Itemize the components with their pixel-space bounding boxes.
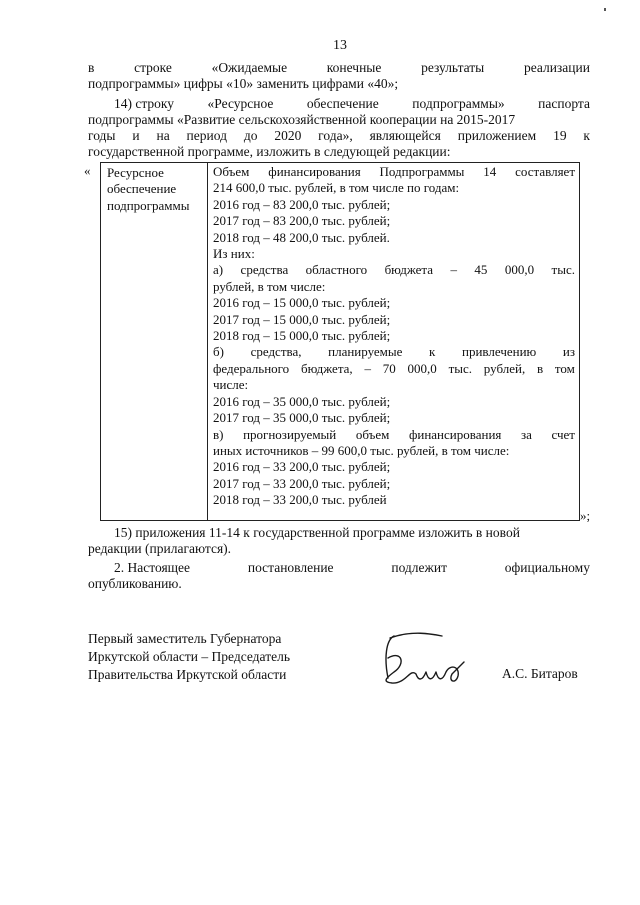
word: том bbox=[554, 360, 575, 376]
word: обеспечение bbox=[306, 96, 379, 111]
word: реализации bbox=[523, 60, 590, 75]
table-row: 2018 год – 15 000,0 тыс. рублей; bbox=[213, 328, 391, 344]
word: результаты bbox=[421, 60, 485, 75]
word: составляет bbox=[515, 164, 575, 179]
word: строке bbox=[134, 60, 172, 75]
word: к bbox=[583, 128, 590, 143]
table-row: 2017 год – 35 000,0 тыс. рублей; bbox=[213, 410, 391, 426]
word: являющейся bbox=[369, 128, 441, 143]
intro-line-3 bbox=[114, 96, 590, 112]
table-label-line: подпрограммы bbox=[107, 197, 190, 213]
item-2-line-2: опубликованию. bbox=[88, 576, 182, 591]
table-label-line: обеспечение bbox=[107, 181, 177, 197]
table-label-line: Ресурсное bbox=[107, 165, 164, 180]
word: областного bbox=[305, 262, 368, 278]
table-row: иных источников – 99 600,0 тыс. рублей, в том числе: bbox=[213, 442, 510, 458]
table-row bbox=[213, 361, 575, 377]
handwritten-signature bbox=[372, 628, 482, 690]
word: 14) строку bbox=[114, 96, 175, 111]
word: конечные bbox=[326, 60, 382, 75]
intro-line-5 bbox=[88, 128, 590, 144]
resource-table bbox=[100, 162, 580, 521]
table-row: 2016 год – 83 200,0 тыс. рублей; bbox=[213, 196, 391, 212]
table-row: 2016 год – 35 000,0 тыс. рублей; bbox=[213, 393, 391, 409]
word: 45 bbox=[474, 262, 488, 278]
word: приложением bbox=[457, 128, 537, 143]
signatory-title bbox=[88, 630, 290, 684]
word: на bbox=[156, 128, 170, 143]
table-row bbox=[213, 262, 575, 278]
table-left-label bbox=[107, 165, 189, 214]
word: в) bbox=[213, 426, 224, 442]
word: б) bbox=[213, 344, 224, 360]
table-row bbox=[213, 164, 575, 180]
word: паспорта bbox=[538, 96, 590, 111]
word: в bbox=[88, 60, 95, 75]
word: прогнозируемый bbox=[243, 426, 337, 442]
word: официальному bbox=[504, 560, 590, 575]
word: счет bbox=[551, 426, 575, 442]
signatory-title-line: Иркутской области – Председатель bbox=[88, 649, 290, 664]
table-row: 2016 год – 33 200,0 тыс. рублей; bbox=[213, 459, 391, 475]
word: тыс. bbox=[448, 360, 472, 376]
item-15-line-2: редакции (прилагаются). bbox=[88, 541, 232, 556]
table-divider bbox=[207, 163, 208, 520]
word: привлечению bbox=[462, 344, 537, 360]
word: средства, bbox=[250, 344, 302, 360]
word: до bbox=[243, 128, 258, 143]
intro-line-6: государственной программе, изложить в следующей редакции: bbox=[88, 144, 451, 159]
word: подпрограммы» bbox=[412, 96, 505, 111]
word: 19 bbox=[553, 128, 567, 143]
item-15-line-1: 15) приложения 11-14 к государственной программе изложить в новой bbox=[114, 525, 520, 540]
table-row bbox=[213, 427, 575, 443]
word: бюджета bbox=[384, 262, 434, 278]
table-row: 2017 год – 83 200,0 тыс. рублей; bbox=[213, 213, 391, 229]
intro-line-1 bbox=[88, 60, 590, 76]
word: в bbox=[536, 360, 544, 376]
quote-open: « bbox=[84, 163, 91, 178]
table-right-content bbox=[213, 164, 575, 509]
word: Объем bbox=[213, 164, 250, 179]
word: федерального bbox=[213, 360, 290, 376]
word: финансирования bbox=[408, 426, 502, 442]
word: 14 bbox=[483, 164, 497, 179]
word: Подпрограммы bbox=[379, 164, 465, 179]
word: планируемые bbox=[328, 344, 403, 360]
word: – bbox=[450, 262, 457, 278]
item-2-line-1 bbox=[114, 560, 590, 576]
word: из bbox=[562, 344, 575, 360]
page-number: 13 bbox=[333, 38, 347, 53]
word: за bbox=[520, 426, 532, 442]
table-row: 214 600,0 тыс. рублей, в том числе по годам: bbox=[213, 180, 460, 196]
word: 000,0 bbox=[504, 262, 535, 278]
word: а) bbox=[213, 262, 224, 278]
table-row: рублей, в том числе: bbox=[213, 278, 326, 294]
quote-close: »; bbox=[580, 508, 591, 523]
table-row: Из них: bbox=[213, 246, 255, 262]
word: 000,0 bbox=[407, 360, 437, 376]
table-row bbox=[213, 344, 575, 360]
word: года», bbox=[318, 128, 353, 143]
word: финансирования bbox=[268, 164, 361, 179]
word: – bbox=[364, 360, 371, 376]
word: объем bbox=[355, 426, 390, 442]
signatory-title-line: Первый заместитель Губернатора bbox=[88, 631, 282, 646]
word: средства bbox=[240, 262, 289, 278]
table-row: 2018 год – 48 200,0 тыс. рублей. bbox=[213, 229, 390, 245]
word: постановление bbox=[247, 560, 334, 575]
scan-mark bbox=[604, 8, 606, 11]
word: 2. Настоящее bbox=[114, 560, 191, 575]
table-row: 2018 год – 33 200,0 тыс. рублей bbox=[213, 492, 387, 508]
word: 70 bbox=[382, 360, 396, 376]
table-row: 2017 год – 33 200,0 тыс. рублей; bbox=[213, 475, 391, 491]
table-row: числе: bbox=[213, 377, 249, 393]
word: подлежит bbox=[391, 560, 447, 575]
word: тыс. bbox=[551, 262, 575, 278]
word: «Ресурсное bbox=[207, 96, 274, 111]
word: бюджета, bbox=[300, 360, 353, 376]
intro-line-2: подпрограммы» цифры «10» заменить цифрами «40»; bbox=[88, 76, 399, 91]
word: «Ожидаемые bbox=[211, 60, 288, 75]
signatory-name: А.С. Битаров bbox=[502, 666, 578, 681]
table-row: 2016 год – 15 000,0 тыс. рублей; bbox=[213, 295, 391, 311]
table-row: 2017 год – 15 000,0 тыс. рублей; bbox=[213, 311, 391, 327]
word: к bbox=[429, 344, 436, 360]
word: 2020 bbox=[274, 128, 302, 143]
word: и bbox=[132, 128, 140, 143]
word: рублей, bbox=[483, 360, 526, 376]
word: годы bbox=[88, 128, 116, 143]
word: период bbox=[186, 128, 227, 143]
intro-line-4: подпрограммы «Развитие сельскохозяйственной кооперации на 2015-2017 bbox=[88, 112, 516, 127]
signatory-title-line: Правительства Иркутской области bbox=[88, 667, 287, 682]
